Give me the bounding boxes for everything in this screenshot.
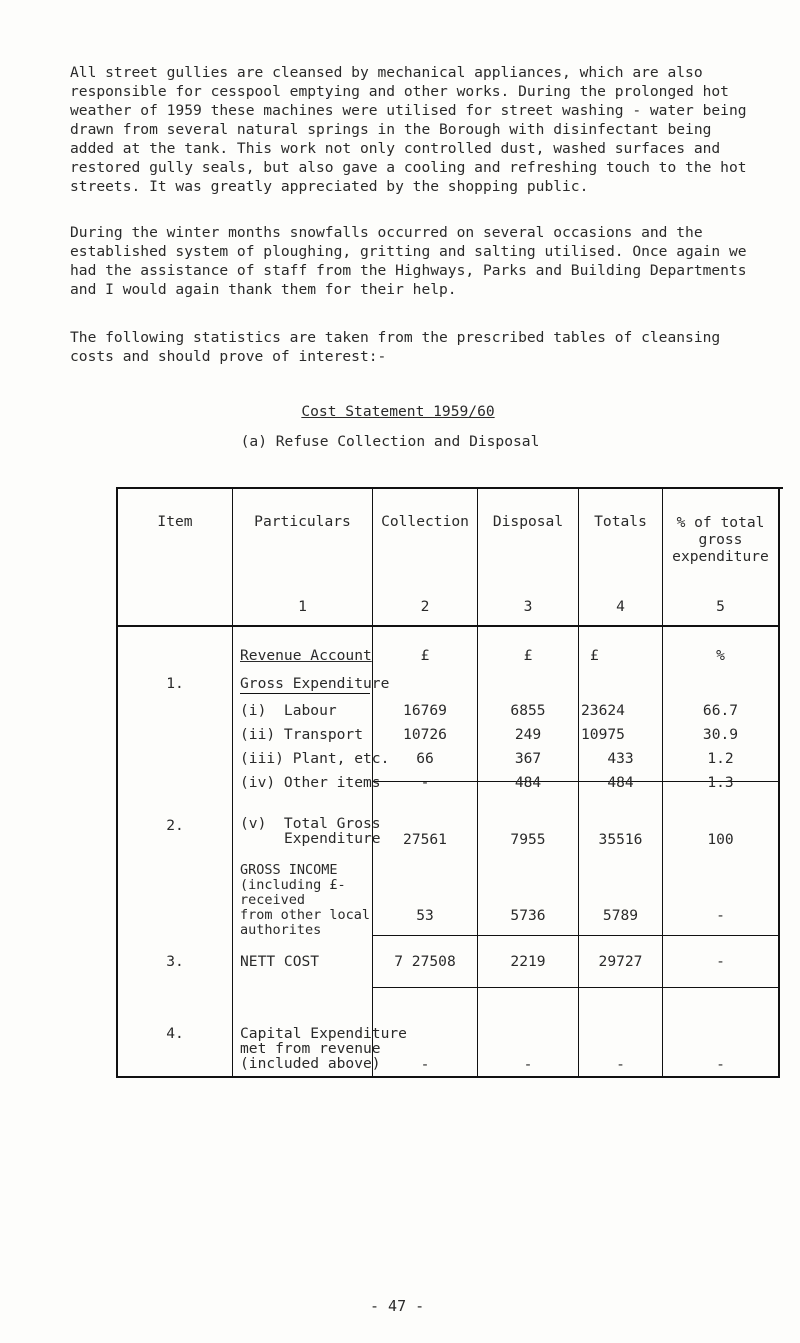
gross-income-totals: 5789	[602, 907, 639, 924]
paragraph-statistics-intro: The following statistics are taken from the prescribed tables of cleansing costs and should prove of interest:-	[70, 329, 729, 365]
unit-pct: %	[716, 647, 725, 664]
row-pct: 1.3	[707, 774, 734, 791]
nett-cost-collection: 7 27508	[394, 953, 456, 970]
table-rule-nett-below	[372, 987, 779, 988]
item-number-1: 1.	[166, 675, 184, 692]
unit-collection: £	[420, 647, 430, 664]
unit-totals: £	[590, 647, 599, 664]
capital-label: Capital Expenditure met from revenue (included above)	[240, 1025, 407, 1072]
row-totals: 23624	[581, 702, 625, 719]
total-gross-disposal: 7955	[510, 831, 546, 848]
row-collection: 16769	[403, 702, 447, 719]
gross-income-disposal: 5736	[510, 907, 546, 924]
row-label: (iii) Plant, etc.	[240, 750, 390, 767]
capital-disposal: -	[523, 1056, 533, 1073]
nett-cost-totals: 29727	[598, 953, 643, 970]
unit-disposal: £	[523, 647, 533, 664]
cost-statement-title: Cost Statement 1959/60	[301, 403, 495, 420]
row-pct: 66.7	[702, 702, 739, 719]
row-totals: 433	[607, 750, 634, 767]
header-item: Item	[157, 513, 193, 530]
capital-totals: -	[616, 1056, 625, 1073]
table-rule-top	[116, 487, 783, 489]
table-col-rule-0	[116, 487, 118, 1078]
row-disposal: 249	[514, 726, 542, 743]
paragraph-street-gullies: All street gullies are cleansed by mechanical appliances, which are also responsible for cesspool emptying and other works. During the prolonged hot weather of 1959 these machines were utilised for street washing - water being drawn from several natural springs in the Borough with disinfectant being added at the tank. This work not only controlled dust, washed surfaces and restored gully seals, but also gave a cooling and refreshing touch to the hot streets. It was greatly appreciated by the shopping public.	[70, 64, 756, 195]
refuse-collection-subtitle	[0, 433, 790, 450]
table-rule-nett-above	[372, 935, 779, 936]
subtitle-text: (a) Refuse Collection and Disposal	[240, 433, 540, 450]
header-particulars: Particulars	[254, 513, 351, 530]
capital-collection: -	[420, 1056, 430, 1073]
row-label: (ii) Transport	[240, 726, 364, 743]
item-number-2: 2.	[166, 817, 184, 834]
row-disposal: 367	[514, 750, 542, 767]
gross-income-collection: 53	[416, 907, 434, 924]
header-collection-num: 2	[420, 598, 430, 615]
table-col-rule-6	[778, 487, 780, 1078]
row-pct: 1.2	[707, 750, 734, 767]
total-gross-label: (v) Total Gross Expenditure	[240, 815, 381, 847]
revenue-account-label: Revenue Account	[240, 647, 372, 664]
table-rule-header	[116, 625, 780, 627]
total-gross-totals: 35516	[598, 831, 643, 848]
header-disposal-num: 3	[523, 598, 533, 615]
gross-income-pct: -	[716, 907, 725, 924]
header-pct-num: 5	[716, 598, 725, 615]
header-pct: % of total gross expenditure	[672, 514, 769, 565]
gross-expenditure-label: Gross Expenditure	[240, 675, 390, 692]
capital-pct: -	[716, 1056, 725, 1073]
item-number-4: 4.	[166, 1025, 184, 1042]
row-totals: 10975	[581, 726, 625, 743]
row-label: (i) Labour	[240, 702, 337, 719]
total-gross-collection: 27561	[403, 831, 447, 848]
gross-expenditure-rule	[240, 693, 370, 694]
row-collection: 10726	[403, 726, 447, 743]
row-totals: 484	[607, 774, 634, 791]
row-disposal: 6855	[510, 702, 546, 719]
total-gross-pct: 100	[707, 831, 734, 848]
row-collection: -	[420, 774, 430, 791]
nett-cost-label: NETT COST	[240, 953, 320, 970]
page-number: - 47 -	[370, 1297, 425, 1315]
header-disposal: Disposal	[492, 513, 564, 530]
item-number-3: 3.	[166, 953, 184, 970]
row-collection: 66	[416, 750, 434, 767]
row-label: (iv) Other items	[240, 774, 381, 791]
header-collection: Collection	[381, 513, 469, 530]
nett-cost-disposal: 2219	[510, 953, 546, 970]
table-col-rule-1	[232, 487, 233, 1078]
row-pct: 30.9	[702, 726, 739, 743]
table-rule-bottom	[116, 1076, 780, 1078]
nett-cost-pct: -	[716, 953, 725, 970]
gross-income-label: GROSS INCOME (including £-received from other local authorites	[240, 862, 371, 938]
header-totals-num: 4	[616, 598, 625, 615]
row-disposal: 484	[514, 774, 542, 791]
header-particulars-num: 1	[298, 598, 307, 615]
header-totals: Totals	[594, 513, 647, 530]
paragraph-winter-snowfalls: During the winter months snowfalls occurred on several occasions and the established system of ploughing, gritting and salting utilised. Once again we had the assistance of staff from the Highways, Parks and Building Departments and I would again thank them for their help.	[70, 224, 756, 298]
